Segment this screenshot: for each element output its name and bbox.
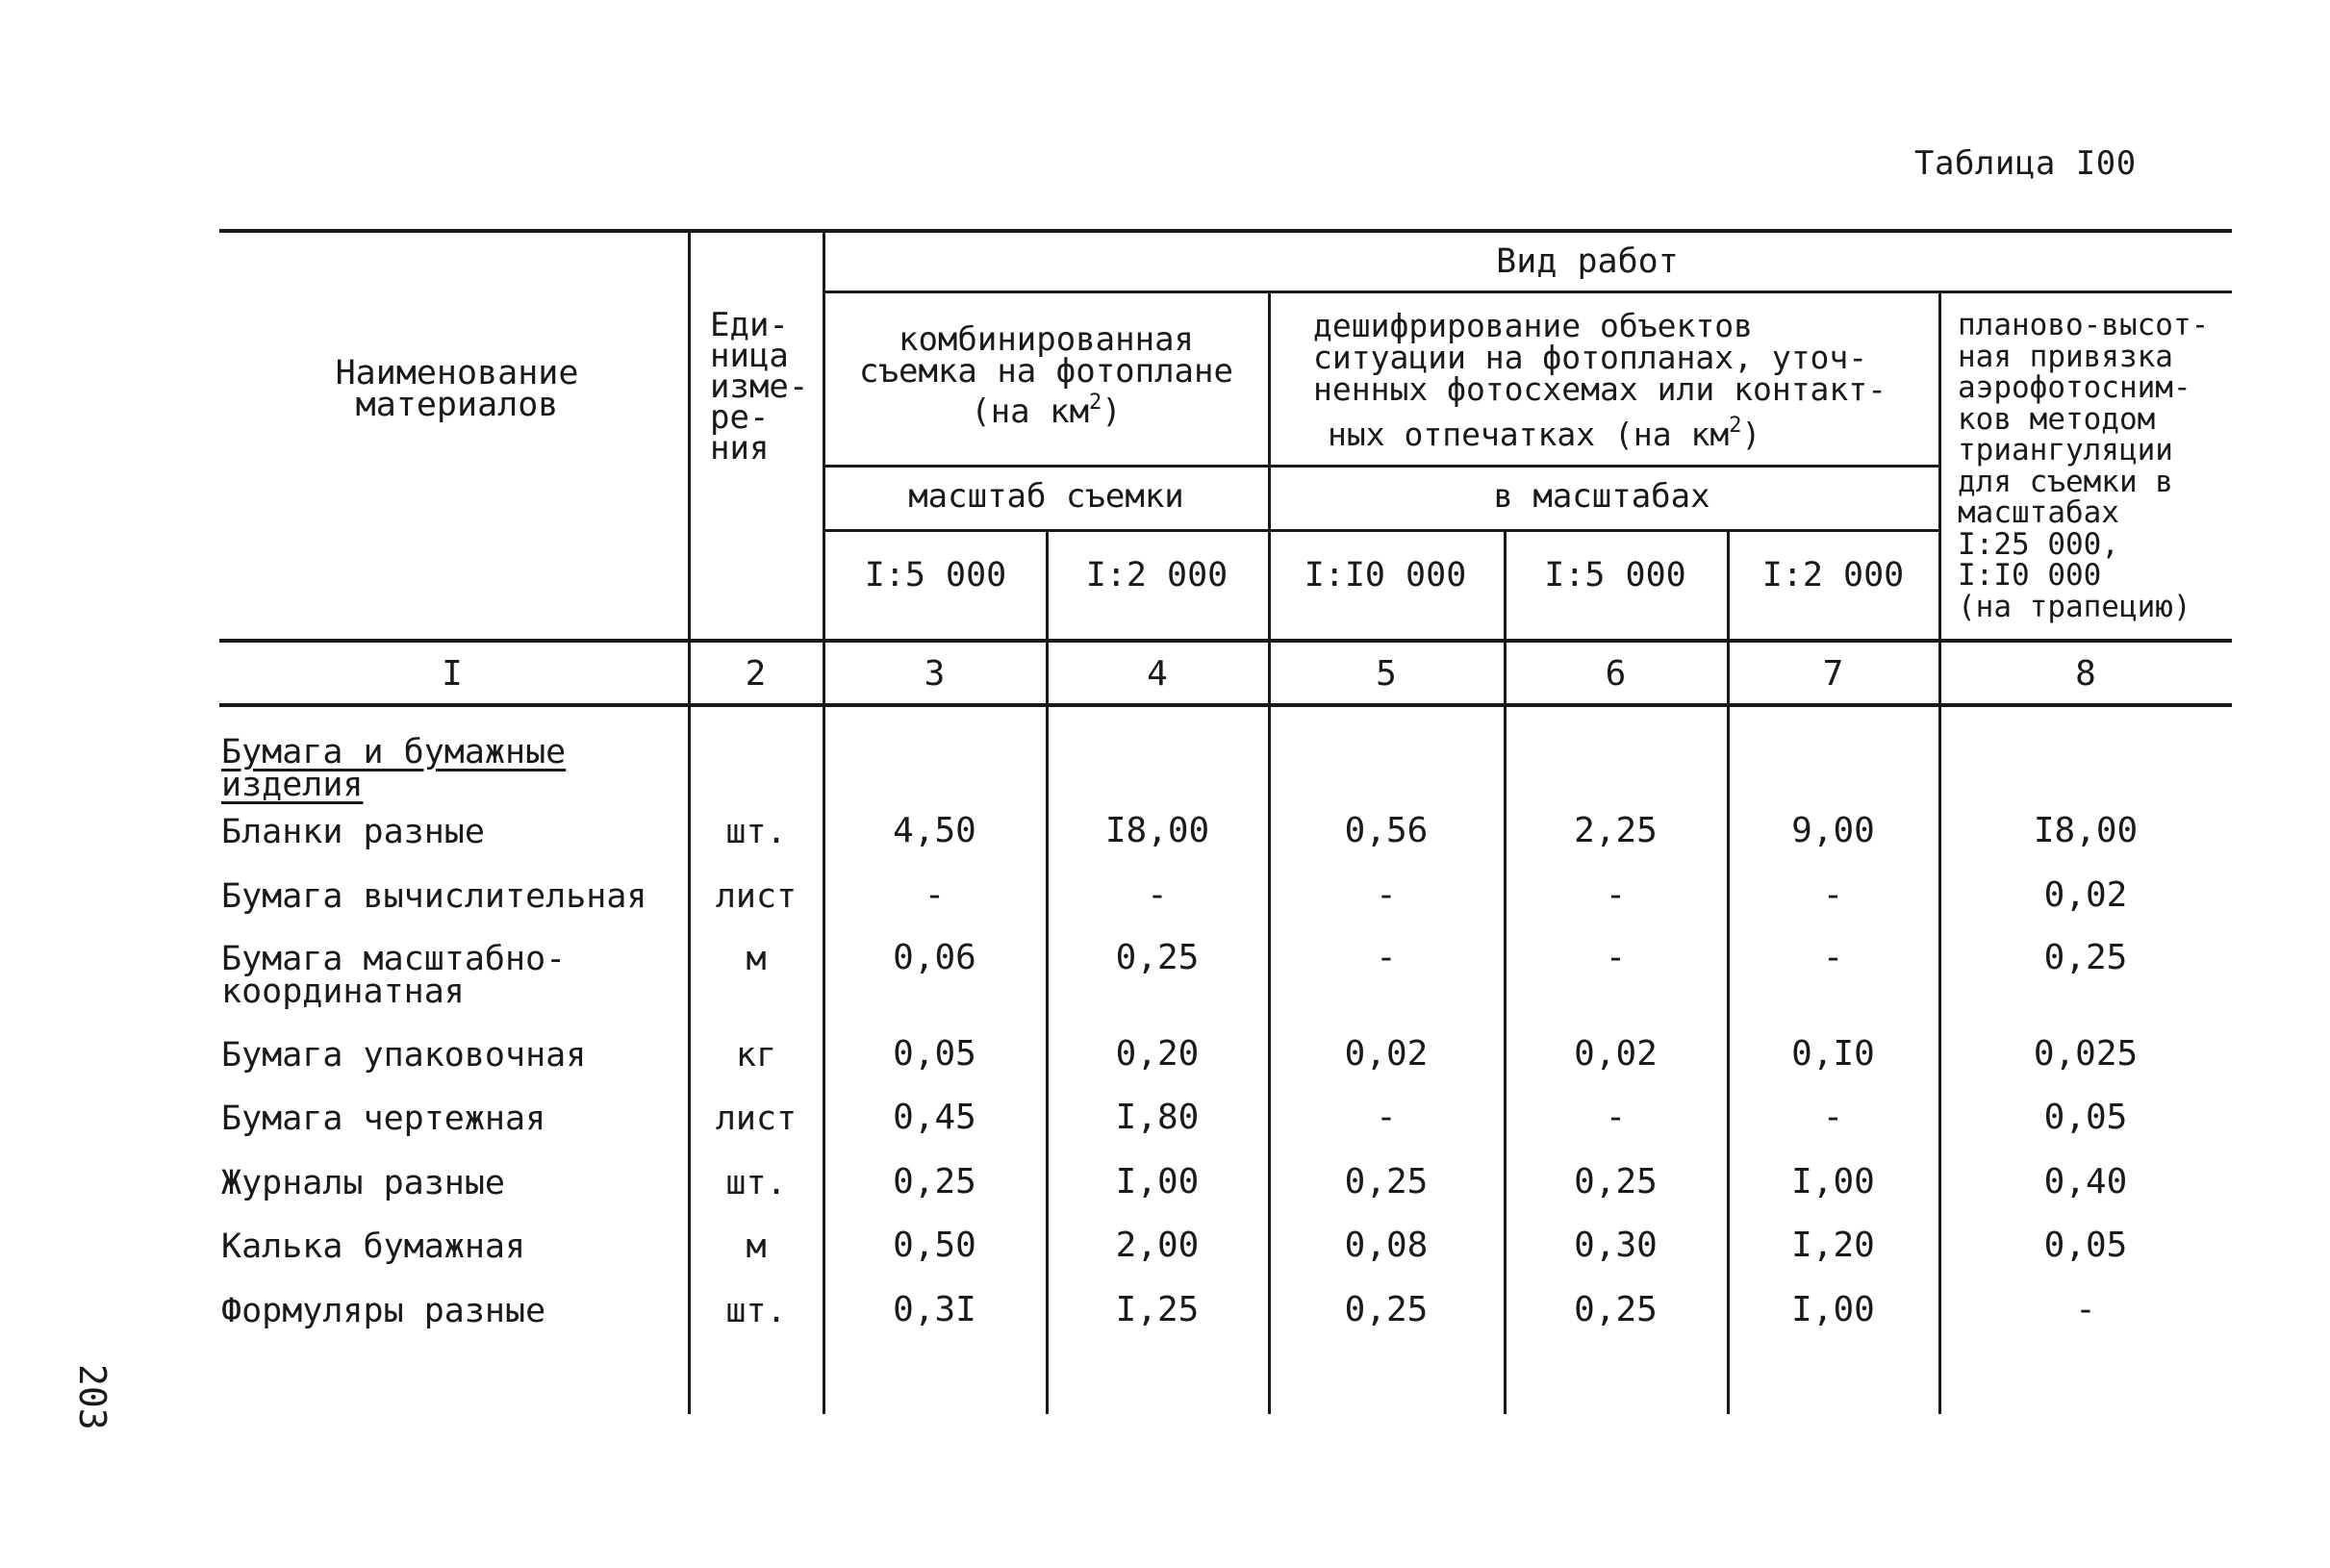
scale-rule	[823, 529, 1938, 532]
row-value-col-5: 0,25	[1344, 1162, 1429, 1201]
table-caption: Таблица I00	[1914, 144, 2137, 183]
row-value-col-5: 0,08	[1344, 1226, 1429, 1265]
row-value-col-4: I,00	[1115, 1162, 1200, 1201]
header-scale-col-3: I:5 000	[864, 556, 1007, 594]
row-value-col-7: -	[1822, 938, 1844, 977]
section-title: Бумага и бумажные изделия	[221, 733, 567, 804]
header-scale-col-5: I:I0 000	[1304, 556, 1467, 594]
group-b-last-text: ных отпечатках (на км	[1328, 416, 1730, 453]
row-value-col-8: I8,00	[2033, 811, 2139, 850]
group-rule	[823, 465, 1938, 468]
group-a-unit-text: (на км	[971, 392, 1090, 431]
column-number: 6	[1605, 654, 1627, 694]
header-group-b-last-line	[1328, 414, 1924, 453]
header-scale-a: масштаб съемки	[908, 477, 1184, 516]
row-value-col-5: 0,25	[1344, 1290, 1429, 1329]
row-value-col-4: -	[1147, 875, 1168, 915]
row-value-col-6: -	[1605, 1098, 1627, 1137]
column-number: 8	[2075, 654, 2096, 694]
row-name: Калька бумажная	[221, 1227, 526, 1266]
row-value-col-7: 0,I0	[1791, 1034, 1875, 1074]
row-name: Журналы разные	[221, 1164, 506, 1202]
row-value-col-3: 0,25	[893, 1162, 976, 1201]
row-value-col-6: -	[1605, 938, 1627, 977]
row-value-col-7: 9,00	[1791, 811, 1875, 850]
row-value-col-5: -	[1376, 938, 1397, 977]
column-number: 4	[1147, 654, 1168, 694]
row-value-col-4: 0,25	[1115, 938, 1200, 977]
header-group-a: комбинированная съемка на фотоплане	[859, 320, 1233, 391]
group-b-unit-superscript: 2	[1729, 414, 1742, 438]
row-value-col-6: 0,02	[1574, 1034, 1658, 1074]
page-number: 203	[71, 1364, 114, 1430]
header-group-a-unit	[827, 391, 1265, 431]
column-number: 7	[1822, 654, 1844, 694]
row-value-col-4: 2,00	[1115, 1226, 1200, 1265]
row-name: Бумага упаковочная	[221, 1036, 587, 1075]
row-unit: шт.	[725, 1164, 787, 1202]
row-name: Бумага вычислительная	[221, 877, 647, 916]
row-value-col-3: 0,06	[893, 938, 976, 977]
row-name: Бумага масштабно- координатная	[221, 940, 567, 1011]
row-value-col-8: 0,025	[2033, 1034, 2139, 1074]
header-material-name: Наименование материалов	[335, 354, 579, 424]
row-unit: м	[746, 1227, 767, 1266]
row-value-col-7: I,00	[1791, 1162, 1875, 1201]
row-value-col-7: I,00	[1791, 1290, 1875, 1329]
row-unit: шт.	[725, 1292, 787, 1330]
group-a-unit-superscript: 2	[1089, 391, 1102, 415]
row-value-col-8: 0,02	[2043, 875, 2128, 915]
row-value-col-4: I,80	[1115, 1098, 1200, 1137]
row-name: Бумага чертежная	[221, 1100, 546, 1138]
header-bottom-rule	[219, 639, 2232, 643]
row-value-col-4: 0,20	[1115, 1034, 1200, 1074]
group-b-unit-close: )	[1741, 416, 1761, 453]
row-value-col-8: 0,40	[2043, 1162, 2128, 1201]
row-value-col-3: 0,05	[893, 1034, 976, 1074]
row-value-col-6: 2,25	[1574, 811, 1658, 850]
row-value-col-7: I,20	[1791, 1226, 1875, 1265]
header-scale-col-6: I:5 000	[1544, 556, 1686, 594]
row-value-col-3: 0,45	[893, 1098, 976, 1137]
header-scale-col-4: I:2 000	[1085, 556, 1228, 594]
row-value-col-3: 0,50	[893, 1226, 976, 1265]
row-unit: шт.	[725, 813, 787, 851]
row-value-col-5: -	[1376, 1098, 1397, 1137]
row-value-col-8: 0,05	[2043, 1226, 2128, 1265]
row-value-col-6: 0,30	[1574, 1226, 1658, 1265]
row-value-col-5: -	[1376, 875, 1397, 915]
header-scale-b: в масштабах	[1493, 477, 1710, 516]
row-unit: м	[746, 940, 767, 978]
column-number: I	[442, 654, 463, 694]
row-name: Формуляры разные	[221, 1292, 546, 1330]
row-unit: лист	[715, 1100, 798, 1138]
column-number: 2	[745, 654, 767, 694]
row-value-col-3: -	[924, 875, 946, 915]
header-work-types: Вид работ	[1496, 242, 1679, 281]
row-value-col-4: I8,00	[1104, 811, 1210, 850]
table-top-rule	[219, 229, 2232, 233]
header-group-c: планово-высот- ная привязка аэрофотосним- ков методом триангуляции для съемки в масштабах I:25 000, I:I0 000 (на трапецию)	[1958, 308, 2210, 624]
header-group-b: дешифрирование объектов ситуации на фотопланах, уточ- ненных фотосхемах или контакт-	[1313, 307, 1887, 408]
column-number: 3	[924, 654, 946, 694]
work-type-rule	[823, 291, 2232, 293]
row-unit: лист	[715, 877, 798, 916]
row-value-col-7: -	[1822, 875, 1844, 915]
row-value-col-3: 0,3I	[893, 1290, 976, 1329]
row-value-col-8: 0,05	[2043, 1098, 2128, 1137]
row-value-col-6: -	[1605, 875, 1627, 915]
row-value-col-3: 4,50	[893, 811, 976, 850]
row-value-col-6: 0,25	[1574, 1162, 1658, 1201]
row-unit: кг	[735, 1036, 777, 1075]
row-value-col-5: 0,56	[1344, 811, 1429, 850]
row-value-col-8: -	[2075, 1290, 2096, 1329]
row-value-col-5: 0,02	[1344, 1034, 1429, 1074]
row-value-col-8: 0,25	[2043, 938, 2128, 977]
column-number: 5	[1376, 654, 1397, 694]
group-a-unit-close: )	[1102, 392, 1122, 431]
row-name: Бланки разные	[221, 813, 485, 851]
header-unit: Еди- ница изме- ре- ния	[710, 306, 809, 468]
row-value-col-7: -	[1822, 1098, 1844, 1137]
row-value-col-4: I,25	[1115, 1290, 1200, 1329]
row-value-col-6: 0,25	[1574, 1290, 1658, 1329]
column-number-rule	[219, 703, 2232, 707]
header-scale-col-7: I:2 000	[1761, 556, 1905, 594]
